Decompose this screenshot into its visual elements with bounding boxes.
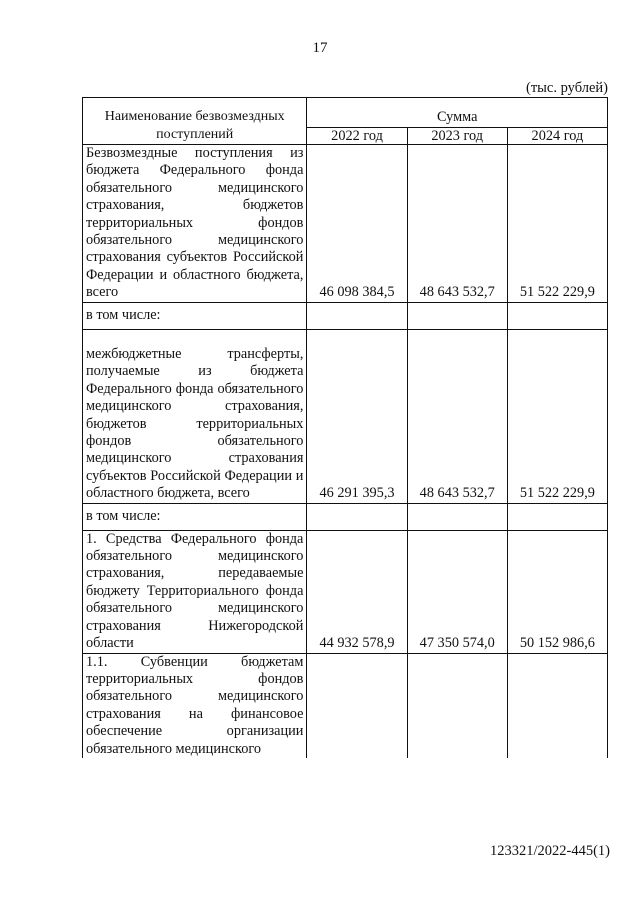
row-name: в том числе: xyxy=(83,503,307,530)
page-number: 17 xyxy=(312,40,328,56)
row-value-2023: 48 643 532,7 xyxy=(407,145,507,303)
table-row xyxy=(83,329,608,503)
row-value-2024 xyxy=(507,503,607,530)
row-value-2024: 50 152 986,6 xyxy=(507,530,607,653)
table-row xyxy=(83,653,608,758)
row-value-2023: 47 350 574,0 xyxy=(407,530,507,653)
table-row xyxy=(83,145,608,303)
row-value-2023 xyxy=(407,653,507,758)
table-row xyxy=(83,530,608,653)
table-row xyxy=(83,302,608,329)
row-value-2022: 46 291 395,3 xyxy=(307,329,407,503)
document-code: 123321/2022-445(1) xyxy=(489,843,610,859)
row-name: 1.1. Субвенции бюджетам территориальных фондов обязательного медицинского страхования на финансовое обеспечение организации обязательного медицинского xyxy=(83,653,307,758)
row-value-2023 xyxy=(407,503,507,530)
table-row xyxy=(83,503,608,530)
row-name: 1. Средства Федерального фонда обязательного медицинского страхования, передаваемые бюджету Территориального фонда обязательного медицинского страхования Нижегородской области xyxy=(83,530,307,653)
unit-note: (тыс. рублей) xyxy=(526,80,608,96)
row-value-2024: 51 522 229,9 xyxy=(507,329,607,503)
budget-table xyxy=(82,97,608,758)
row-value-2022: 46 098 384,5 xyxy=(307,145,407,303)
header-sum: Сумма xyxy=(307,98,608,128)
row-value-2024 xyxy=(507,302,607,329)
row-name: межбюджетные трансферты, получаемые из бюджета Федерального фонда обязательного медицинского страхования, бюджетов территориальных фондов обязательного медицинского страхования субъектов Российской Федерации и областного бюджета, всего xyxy=(83,329,307,503)
row-value-2023: 48 643 532,7 xyxy=(407,329,507,503)
row-value-2022 xyxy=(307,503,407,530)
header-year-2024: 2024 год xyxy=(507,127,607,144)
header-name: Наименование безвозмездных поступлений xyxy=(83,98,307,145)
row-value-2024 xyxy=(507,653,607,758)
row-value-2022 xyxy=(307,653,407,758)
row-value-2022 xyxy=(307,302,407,329)
row-value-2024: 51 522 229,9 xyxy=(507,145,607,303)
row-value-2023 xyxy=(407,302,507,329)
row-name: Безвозмездные поступления из бюджета Федерального фонда обязательного медицинского страхования, бюджетов территориальных фондов обязательного медицинского страхования субъектов Российской Федерации и областного бюджета, всего xyxy=(83,145,307,303)
row-name: в том числе: xyxy=(83,302,307,329)
row-value-2022: 44 932 578,9 xyxy=(307,530,407,653)
header-year-2023: 2023 год xyxy=(407,127,507,144)
header-year-2022: 2022 год xyxy=(307,127,407,144)
